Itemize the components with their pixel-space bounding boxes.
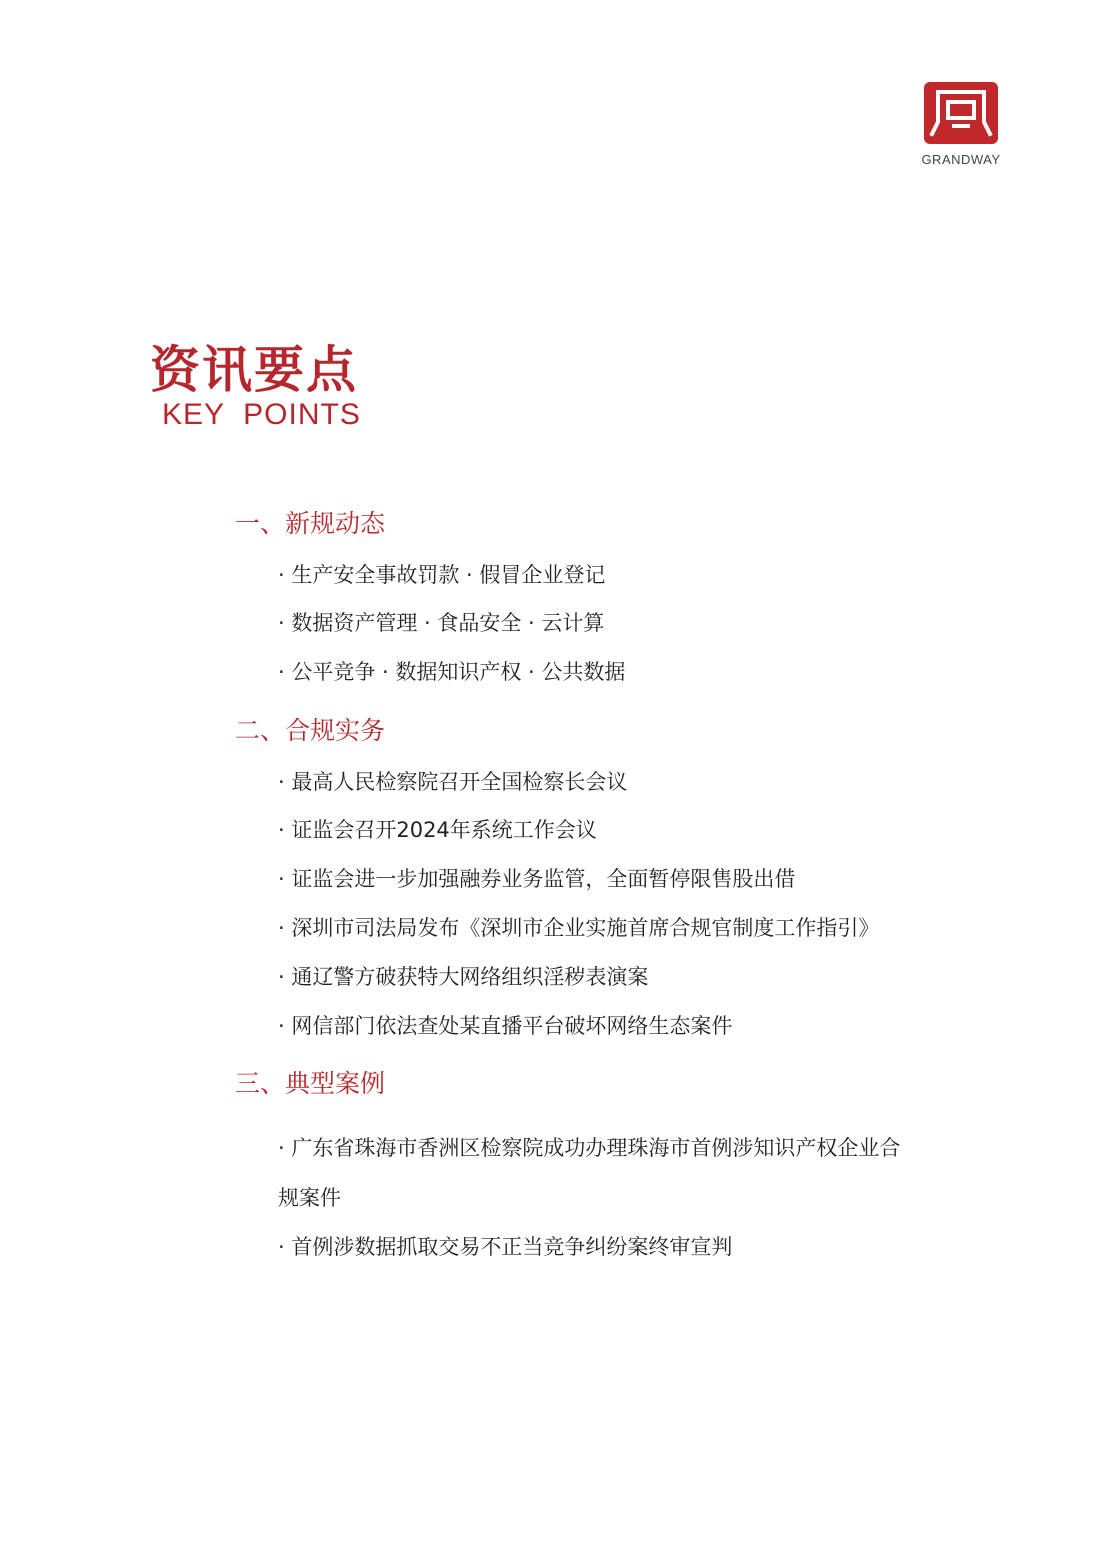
grandway-logo <box>916 82 1006 167</box>
list-item: · 网信部门依法查处某直播平台破坏网络生态案件 <box>278 1014 733 1038</box>
list-item: · 公平竞争 · 数据知识产权 · 公共数据 <box>278 660 626 684</box>
list-item: · 广东省珠海市香洲区检察院成功办理珠海市首例涉知识产权企业合 <box>278 1136 901 1160</box>
grandway-logo-mark <box>924 82 998 144</box>
list-item: · 最高人民检察院召开全国检察长会议 <box>278 770 628 794</box>
list-item: · 证监会进一步加强融券业务监管，全面暂停限售股出借 <box>278 867 796 891</box>
list-item: · 深圳市司法局发布《深圳市企业实施首席合规官制度工作指引》 <box>278 916 880 940</box>
list-item: · 证监会召开2024年系统工作会议 <box>278 818 597 842</box>
list-item: 规案件 <box>278 1186 341 1210</box>
section-heading-new-regulations: 一、新规动态 <box>235 509 386 538</box>
list-item: · 生产安全事故罚款 · 假冒企业登记 <box>278 563 606 587</box>
logo-text: GRANDWAY <box>921 152 1001 167</box>
section-heading-typical-cases: 三、典型案例 <box>235 1069 386 1098</box>
list-item: · 通辽警方破获特大网络组织淫秽表演案 <box>278 965 649 989</box>
section-heading-compliance-practice: 二、合规实务 <box>235 716 386 745</box>
list-item: · 首例涉数据抓取交易不正当竞争纠纷案终审宣判 <box>278 1235 733 1259</box>
page-title: 资讯要点 <box>150 340 358 399</box>
list-item: · 数据资产管理 · 食品安全 · 云计算 <box>278 611 605 635</box>
page-subtitle: KEY POINTS <box>162 398 361 431</box>
